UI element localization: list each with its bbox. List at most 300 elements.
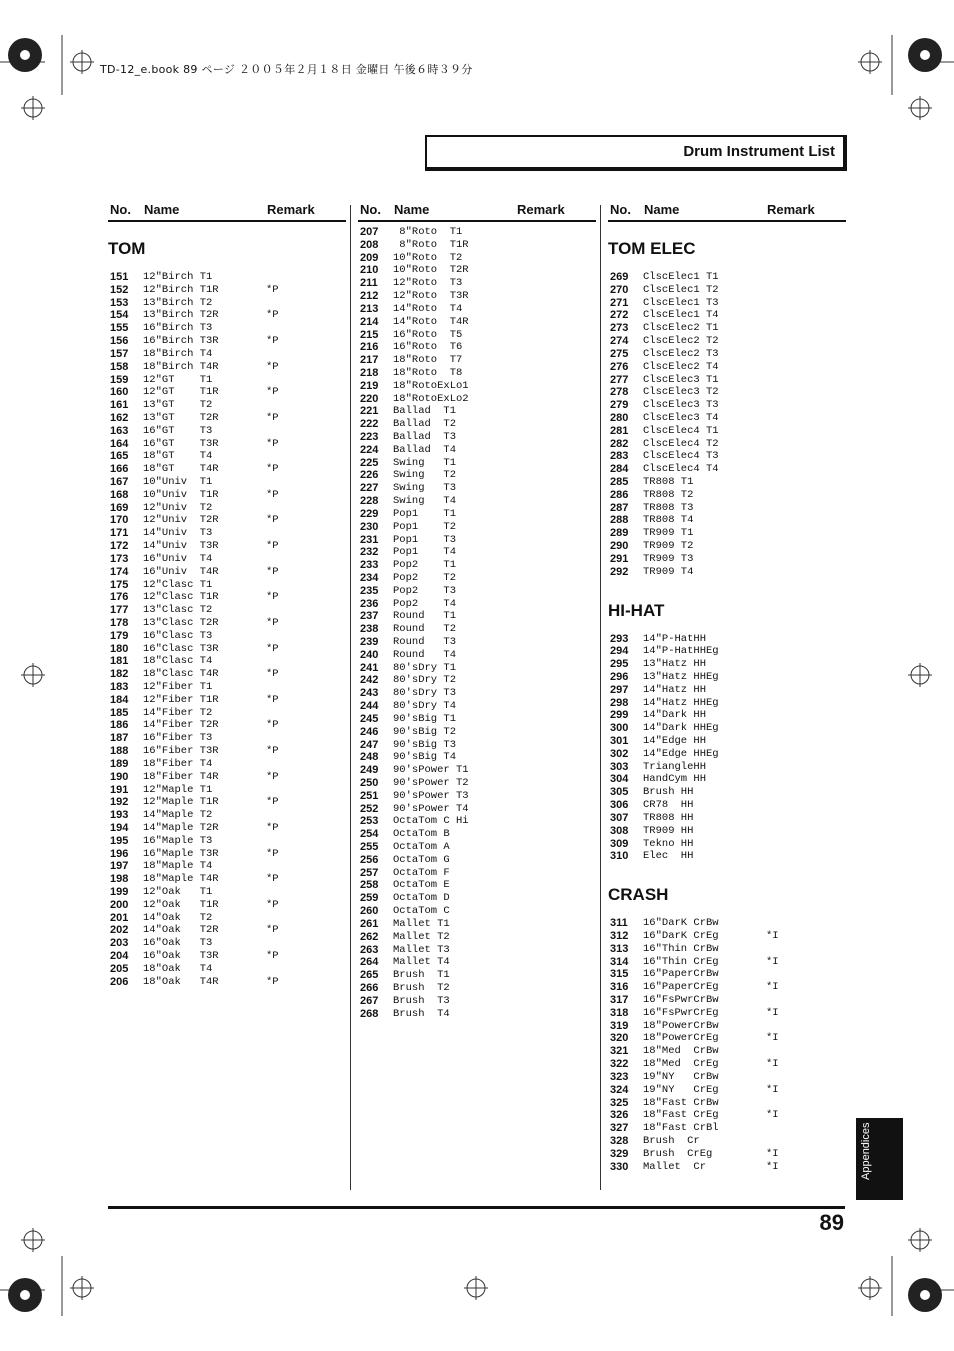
instrument-number: 260 bbox=[360, 905, 379, 918]
instrument-number: 304 bbox=[610, 773, 629, 786]
instrument-name: TR808 HH bbox=[643, 811, 694, 824]
instrument-name: 18"RotoExLo1 bbox=[393, 379, 469, 392]
instrument-number: 302 bbox=[610, 747, 629, 760]
instrument-number: 170 bbox=[110, 514, 129, 527]
table-row bbox=[108, 579, 346, 592]
instrument-number: 248 bbox=[360, 751, 379, 764]
table-row bbox=[608, 799, 846, 812]
instrument-number: 228 bbox=[360, 495, 379, 508]
instrument-name: 18"Oak T4 bbox=[143, 962, 213, 975]
instrument-name: Brush Cr bbox=[643, 1134, 700, 1147]
table-row bbox=[358, 380, 596, 393]
table-row bbox=[608, 271, 846, 284]
table-row bbox=[358, 482, 596, 495]
table-row bbox=[108, 514, 346, 527]
instrument-number: 281 bbox=[610, 424, 629, 437]
instrument-number: 156 bbox=[110, 335, 129, 348]
table-row bbox=[108, 412, 346, 425]
instrument-name: OctaTom B bbox=[393, 828, 450, 841]
instrument-remark: *P bbox=[266, 898, 279, 911]
instrument-number: 297 bbox=[610, 683, 629, 696]
instrument-number: 245 bbox=[360, 712, 379, 725]
instrument-number: 315 bbox=[610, 968, 629, 981]
table-row bbox=[608, 658, 846, 671]
instrument-number: 310 bbox=[610, 850, 629, 863]
instrument-name: TR808 T3 bbox=[643, 501, 694, 514]
instrument-number: 210 bbox=[360, 264, 379, 277]
instrument-number: 255 bbox=[360, 841, 379, 853]
table-row bbox=[358, 521, 596, 534]
instrument-name: 10"Univ T1R bbox=[143, 488, 219, 501]
instrument-number: 235 bbox=[360, 584, 379, 597]
table-row bbox=[358, 1008, 596, 1021]
table-row bbox=[108, 912, 346, 925]
instrument-name: 14"Oak T2 bbox=[143, 911, 213, 924]
instrument-name: 18"Fiber T4 bbox=[143, 757, 213, 770]
instrument-number: 240 bbox=[360, 648, 379, 661]
instrument-remark: *P bbox=[266, 770, 279, 783]
instrument-name: 12"Roto T3 bbox=[393, 277, 463, 290]
instrument-number: 266 bbox=[360, 981, 379, 994]
table-row bbox=[358, 739, 596, 752]
instrument-name: 16"Fiber T3 bbox=[143, 732, 213, 745]
table-row bbox=[608, 1148, 846, 1161]
table-row bbox=[108, 591, 346, 604]
instrument-name: 16"Maple T3R bbox=[143, 847, 219, 860]
table-row bbox=[108, 284, 346, 297]
instrument-name: TR909 T4 bbox=[643, 565, 694, 578]
instrument-name: 14"Roto T4 bbox=[393, 302, 463, 315]
instrument-remark: *P bbox=[266, 668, 279, 681]
instrument-name: TR808 T1 bbox=[643, 476, 694, 488]
instrument-name: 13"Clasc T2R bbox=[143, 616, 219, 629]
instrument-name: 14"P-HatHHEg bbox=[643, 645, 719, 658]
instrument-remark: *P bbox=[266, 309, 279, 322]
instrument-number: 277 bbox=[610, 373, 629, 386]
instrument-number: 169 bbox=[110, 501, 129, 514]
instrument-name: OctaTom A bbox=[393, 841, 450, 853]
instrument-number: 185 bbox=[110, 706, 129, 719]
instrument-name: Ballad T4 bbox=[393, 443, 457, 456]
instrument-remark: *I bbox=[766, 1032, 779, 1045]
table-row bbox=[358, 662, 596, 675]
table-row bbox=[608, 838, 846, 851]
table-row bbox=[108, 527, 346, 540]
table-row bbox=[358, 469, 596, 482]
table-row bbox=[358, 277, 596, 290]
instrument-number: 209 bbox=[360, 251, 379, 264]
instrument-remark: *P bbox=[266, 488, 279, 501]
instrument-name: Round T3 bbox=[393, 636, 457, 648]
table-row bbox=[108, 963, 346, 976]
instrument-number: 307 bbox=[610, 811, 629, 824]
instrument-number: 214 bbox=[360, 315, 379, 328]
instrument-number: 279 bbox=[610, 399, 629, 412]
instrument-number: 164 bbox=[110, 437, 129, 450]
instrument-name: 13"Hatz HH bbox=[643, 658, 707, 671]
instrument-number: 286 bbox=[610, 488, 629, 501]
instrument-number: 179 bbox=[110, 629, 129, 642]
instrument-name: 18"Maple T4R bbox=[143, 873, 219, 886]
instrument-name: 16"Birch T3 bbox=[143, 322, 213, 335]
instrument-name: ClscElec4 T3 bbox=[643, 450, 719, 463]
instrument-remark: *P bbox=[266, 437, 279, 450]
instrument-name: 14"Edge HH bbox=[643, 735, 707, 747]
instrument-name: 16"GT T3R bbox=[143, 437, 219, 450]
instrument-number: 215 bbox=[360, 328, 379, 341]
instrument-number: 199 bbox=[110, 886, 129, 898]
instrument-number: 285 bbox=[610, 476, 629, 488]
table-row bbox=[608, 1058, 846, 1071]
instrument-number: 154 bbox=[110, 309, 129, 322]
instrument-name: TR909 T3 bbox=[643, 552, 694, 565]
table-row bbox=[358, 918, 596, 931]
table-row bbox=[608, 1020, 846, 1033]
instrument-number: 200 bbox=[110, 898, 129, 911]
table-row bbox=[358, 329, 596, 342]
instrument-number: 324 bbox=[610, 1083, 629, 1096]
instrument-remark: *P bbox=[266, 540, 279, 553]
instrument-number: 190 bbox=[110, 770, 129, 783]
instrument-name: Swing T3 bbox=[393, 482, 457, 495]
table-row bbox=[358, 995, 596, 1008]
table-row bbox=[358, 559, 596, 572]
instrument-name: Ballad T1 bbox=[393, 405, 457, 418]
table-row bbox=[358, 264, 596, 277]
table-row bbox=[608, 850, 846, 863]
instrument-name: ClscElec3 T3 bbox=[643, 399, 719, 412]
instrument-name: 19"NY CrEg bbox=[643, 1083, 719, 1096]
instrument-name: 16"Univ T4 bbox=[143, 552, 213, 565]
table-row bbox=[108, 348, 346, 361]
instrument-name: Round T1 bbox=[393, 610, 457, 623]
table-row bbox=[358, 982, 596, 995]
table-row bbox=[608, 1007, 846, 1020]
instrument-number: 327 bbox=[610, 1122, 629, 1135]
instrument-name: OctaTom E bbox=[393, 879, 450, 892]
column-header bbox=[108, 200, 346, 222]
instrument-name: 12"Oak T1 bbox=[143, 886, 213, 898]
table-row bbox=[108, 950, 346, 963]
instrument-number: 225 bbox=[360, 456, 379, 469]
table-row bbox=[608, 1135, 846, 1148]
instrument-number: 208 bbox=[360, 238, 379, 251]
instrument-number: 246 bbox=[360, 725, 379, 738]
instrument-number: 233 bbox=[360, 559, 379, 572]
table-row bbox=[608, 956, 846, 969]
table-row bbox=[108, 399, 346, 412]
table-row bbox=[608, 994, 846, 1007]
instrument-number: 171 bbox=[110, 527, 129, 540]
instrument-name: OctaTom F bbox=[393, 866, 450, 879]
table-row bbox=[608, 489, 846, 502]
table-row bbox=[358, 854, 596, 867]
table-row bbox=[358, 457, 596, 470]
instrument-name: 16"Maple T3 bbox=[143, 834, 213, 847]
instrument-number: 196 bbox=[110, 847, 129, 860]
instrument-name: 13"Birch T2 bbox=[143, 296, 213, 309]
instrument-number: 287 bbox=[610, 501, 629, 514]
instrument-number: 299 bbox=[610, 709, 629, 722]
table-row bbox=[608, 374, 846, 387]
instrument-name: 16"DarK CrEg bbox=[643, 929, 719, 942]
table-row bbox=[358, 354, 596, 367]
table-row bbox=[358, 367, 596, 380]
instrument-number: 234 bbox=[360, 571, 379, 584]
instrument-name: 14"Hatz HHEg bbox=[643, 696, 719, 709]
table-row bbox=[108, 899, 346, 912]
instrument-number: 211 bbox=[360, 277, 378, 290]
table-row bbox=[358, 892, 596, 905]
instrument-name: Mallet T1 bbox=[393, 917, 450, 930]
instrument-name: 18"Fast CrBw bbox=[643, 1096, 719, 1109]
instrument-name: 12"Maple T1 bbox=[143, 783, 213, 796]
table-row bbox=[608, 438, 846, 451]
table-row bbox=[358, 777, 596, 790]
instrument-name: ClscElec1 T1 bbox=[643, 271, 719, 283]
instrument-name: ClscElec3 T4 bbox=[643, 411, 719, 424]
table-row bbox=[108, 617, 346, 630]
column-header-no: No. bbox=[610, 202, 631, 217]
table-row bbox=[358, 546, 596, 559]
instrument-name: Tekno HH bbox=[643, 837, 694, 850]
instrument-name: 12"Clasc T1R bbox=[143, 591, 219, 604]
table-row bbox=[108, 758, 346, 771]
instrument-name: 18"Fast CrBl bbox=[643, 1122, 719, 1135]
instrument-name: 18"PowerCrBw bbox=[643, 1019, 719, 1032]
instrument-number: 292 bbox=[610, 565, 629, 578]
instrument-name: ClscElec4 T4 bbox=[643, 463, 719, 476]
instrument-number: 323 bbox=[610, 1070, 629, 1083]
instrument-name: Brush T2 bbox=[393, 981, 450, 994]
instrument-name: 18"Roto T8 bbox=[393, 366, 463, 379]
instrument-remark: *P bbox=[266, 924, 279, 937]
instrument-remark: *P bbox=[266, 591, 279, 604]
instrument-name: OctaTom C bbox=[393, 905, 450, 918]
instrument-name: 80'sDry T2 bbox=[393, 674, 457, 687]
instrument-number: 263 bbox=[360, 943, 379, 956]
table-row bbox=[608, 1032, 846, 1045]
instrument-number: 294 bbox=[610, 645, 629, 658]
table-row bbox=[608, 309, 846, 322]
instrument-remark: *I bbox=[766, 1160, 779, 1173]
instrument-name: OctaTom C Hi bbox=[393, 815, 469, 828]
instrument-name: Pop1 T2 bbox=[393, 520, 457, 533]
instrument-name: 14"Maple T2 bbox=[143, 809, 213, 822]
instrument-number: 325 bbox=[610, 1096, 629, 1109]
instrument-number: 220 bbox=[360, 392, 379, 405]
instrument-number: 176 bbox=[110, 591, 129, 604]
instrument-name: 18"Med CrBw bbox=[643, 1045, 719, 1058]
instrument-number: 262 bbox=[360, 930, 379, 943]
column-header-no: No. bbox=[360, 202, 381, 217]
instrument-number: 311 bbox=[610, 917, 628, 930]
instrument-name: Elec HH bbox=[643, 850, 694, 863]
table-row bbox=[108, 297, 346, 310]
instrument-number: 206 bbox=[110, 975, 129, 988]
table-row bbox=[608, 348, 846, 361]
instrument-number: 326 bbox=[610, 1109, 629, 1122]
table-row bbox=[358, 879, 596, 892]
table-row bbox=[608, 361, 846, 374]
instrument-name: 18"Oak T4R bbox=[143, 975, 219, 988]
instrument-name: ClscElec4 T2 bbox=[643, 437, 719, 450]
instrument-name: 18"Med CrEg bbox=[643, 1058, 719, 1071]
instrument-number: 231 bbox=[360, 533, 379, 546]
instrument-name: ClscElec2 T3 bbox=[643, 347, 719, 360]
instrument-name: Swing T1 bbox=[393, 456, 457, 469]
instrument-remark: *I bbox=[766, 1058, 779, 1071]
instrument-number: 328 bbox=[610, 1134, 629, 1147]
instrument-number: 237 bbox=[360, 610, 379, 623]
instrument-name: 10"Roto T2R bbox=[393, 264, 469, 277]
instrument-remark: *P bbox=[266, 335, 279, 348]
instrument-name: OctaTom D bbox=[393, 892, 450, 905]
instrument-name: 14"Roto T4R bbox=[393, 315, 469, 328]
instrument-name: Round T2 bbox=[393, 623, 457, 636]
table-row bbox=[358, 713, 596, 726]
instrument-number: 270 bbox=[610, 283, 629, 296]
instrument-name: Pop2 T2 bbox=[393, 571, 457, 584]
instrument-number: 290 bbox=[610, 540, 629, 553]
instrument-number: 253 bbox=[360, 815, 379, 828]
table-row bbox=[108, 771, 346, 784]
instrument-number: 177 bbox=[110, 604, 129, 617]
instrument-number: 167 bbox=[110, 476, 129, 488]
instrument-name: 12"GT T1 bbox=[143, 373, 213, 386]
table-row bbox=[108, 463, 346, 476]
instrument-number: 187 bbox=[110, 732, 129, 745]
table-row bbox=[358, 726, 596, 739]
table-row bbox=[608, 566, 846, 579]
instrument-name: 12"Roto T3R bbox=[393, 290, 469, 303]
instrument-name: 13"Clasc T2 bbox=[143, 604, 213, 617]
column-header bbox=[358, 200, 596, 222]
table-row bbox=[358, 290, 596, 303]
instrument-name: 12"GT T1R bbox=[143, 386, 219, 399]
table-row bbox=[608, 399, 846, 412]
table-row bbox=[358, 610, 596, 623]
instrument-name: 16"Oak T3 bbox=[143, 937, 213, 950]
instrument-name: 80'sDry T4 bbox=[393, 700, 457, 713]
table-row bbox=[358, 687, 596, 700]
instrument-number: 259 bbox=[360, 892, 379, 905]
table-row bbox=[108, 566, 346, 579]
instrument-column-2 bbox=[358, 200, 596, 1020]
instrument-remark: *P bbox=[266, 463, 279, 476]
table-row bbox=[358, 956, 596, 969]
table-row bbox=[108, 873, 346, 886]
instrument-number: 284 bbox=[610, 463, 629, 476]
instrument-number: 188 bbox=[110, 745, 129, 758]
instrument-number: 242 bbox=[360, 674, 379, 687]
table-row bbox=[108, 655, 346, 668]
instrument-name: Brush T1 bbox=[393, 969, 450, 982]
instrument-name: 16"FsPwrCrEg bbox=[643, 1006, 719, 1019]
instrument-number: 163 bbox=[110, 424, 129, 437]
instrument-name: 12"Birch T1 bbox=[143, 271, 213, 283]
instrument-name: 16"GT T3 bbox=[143, 424, 213, 437]
instrument-name: 12"Univ T2R bbox=[143, 514, 219, 527]
instrument-name: Swing T2 bbox=[393, 469, 457, 482]
instrument-name: 18"Roto T7 bbox=[393, 354, 463, 367]
instrument-name: 14"Hatz HH bbox=[643, 683, 707, 696]
instrument-number: 219 bbox=[360, 379, 379, 392]
column-header-remark: Remark bbox=[767, 202, 815, 217]
instrument-name: Pop2 T4 bbox=[393, 597, 457, 610]
instrument-name: 18"Birch T4 bbox=[143, 347, 213, 360]
table-row bbox=[358, 636, 596, 649]
instrument-name: Pop1 T4 bbox=[393, 546, 457, 559]
table-row bbox=[358, 431, 596, 444]
instrument-name: 12"Oak T1R bbox=[143, 898, 219, 911]
instrument-number: 161 bbox=[110, 399, 129, 412]
instrument-number: 160 bbox=[110, 386, 129, 399]
instrument-number: 247 bbox=[360, 738, 379, 751]
appendices-tab bbox=[856, 1118, 903, 1200]
page-title-box bbox=[425, 135, 847, 171]
table-row bbox=[608, 825, 846, 838]
table-row bbox=[608, 930, 846, 943]
table-row bbox=[608, 284, 846, 297]
instrument-remark: *P bbox=[266, 847, 279, 860]
instrument-remark: *P bbox=[266, 745, 279, 758]
table-row bbox=[108, 681, 346, 694]
instrument-name: 12"Univ T2 bbox=[143, 501, 213, 514]
instrument-number: 204 bbox=[110, 950, 129, 963]
instrument-name: Ballad T2 bbox=[393, 418, 457, 431]
table-row bbox=[358, 572, 596, 585]
instrument-name: Pop2 T1 bbox=[393, 559, 457, 572]
instrument-name: 16"PaperCrBw bbox=[643, 968, 719, 981]
instrument-name: Brush CrEg bbox=[643, 1147, 713, 1160]
instrument-name: Brush T3 bbox=[393, 994, 450, 1007]
instrument-name: ClscElec1 T2 bbox=[643, 283, 719, 296]
table-row bbox=[358, 444, 596, 457]
instrument-number: 313 bbox=[610, 942, 629, 955]
table-row bbox=[608, 540, 846, 553]
table-row bbox=[358, 803, 596, 816]
instrument-number: 300 bbox=[610, 722, 629, 735]
table-row bbox=[108, 809, 346, 822]
instrument-number: 268 bbox=[360, 1007, 379, 1020]
instrument-name: 16"PaperCrEg bbox=[643, 981, 719, 994]
table-row bbox=[608, 1097, 846, 1110]
instrument-number: 157 bbox=[110, 347, 129, 360]
instrument-number: 288 bbox=[610, 514, 629, 527]
table-row bbox=[108, 732, 346, 745]
instrument-name: 90'sBig T3 bbox=[393, 738, 457, 751]
table-row bbox=[108, 335, 346, 348]
instrument-name: Ballad T3 bbox=[393, 431, 457, 443]
instrument-name: 16"Oak T3R bbox=[143, 950, 219, 963]
table-row bbox=[608, 297, 846, 310]
table-row bbox=[108, 924, 346, 937]
column-header bbox=[608, 200, 846, 222]
instrument-number: 153 bbox=[110, 296, 129, 309]
instrument-number: 305 bbox=[610, 786, 629, 799]
instrument-name: OctaTom G bbox=[393, 853, 450, 866]
instrument-name: 12"Birch T1R bbox=[143, 283, 219, 296]
instrument-name: 18"Clasc T4R bbox=[143, 668, 219, 681]
instrument-number: 201 bbox=[110, 911, 129, 924]
column-header-no: No. bbox=[110, 202, 131, 217]
instrument-number: 175 bbox=[110, 578, 129, 591]
instrument-name: TriangleHH bbox=[643, 760, 707, 773]
table-row bbox=[108, 784, 346, 797]
section-title: CRASH bbox=[608, 885, 669, 905]
table-row bbox=[358, 226, 596, 239]
